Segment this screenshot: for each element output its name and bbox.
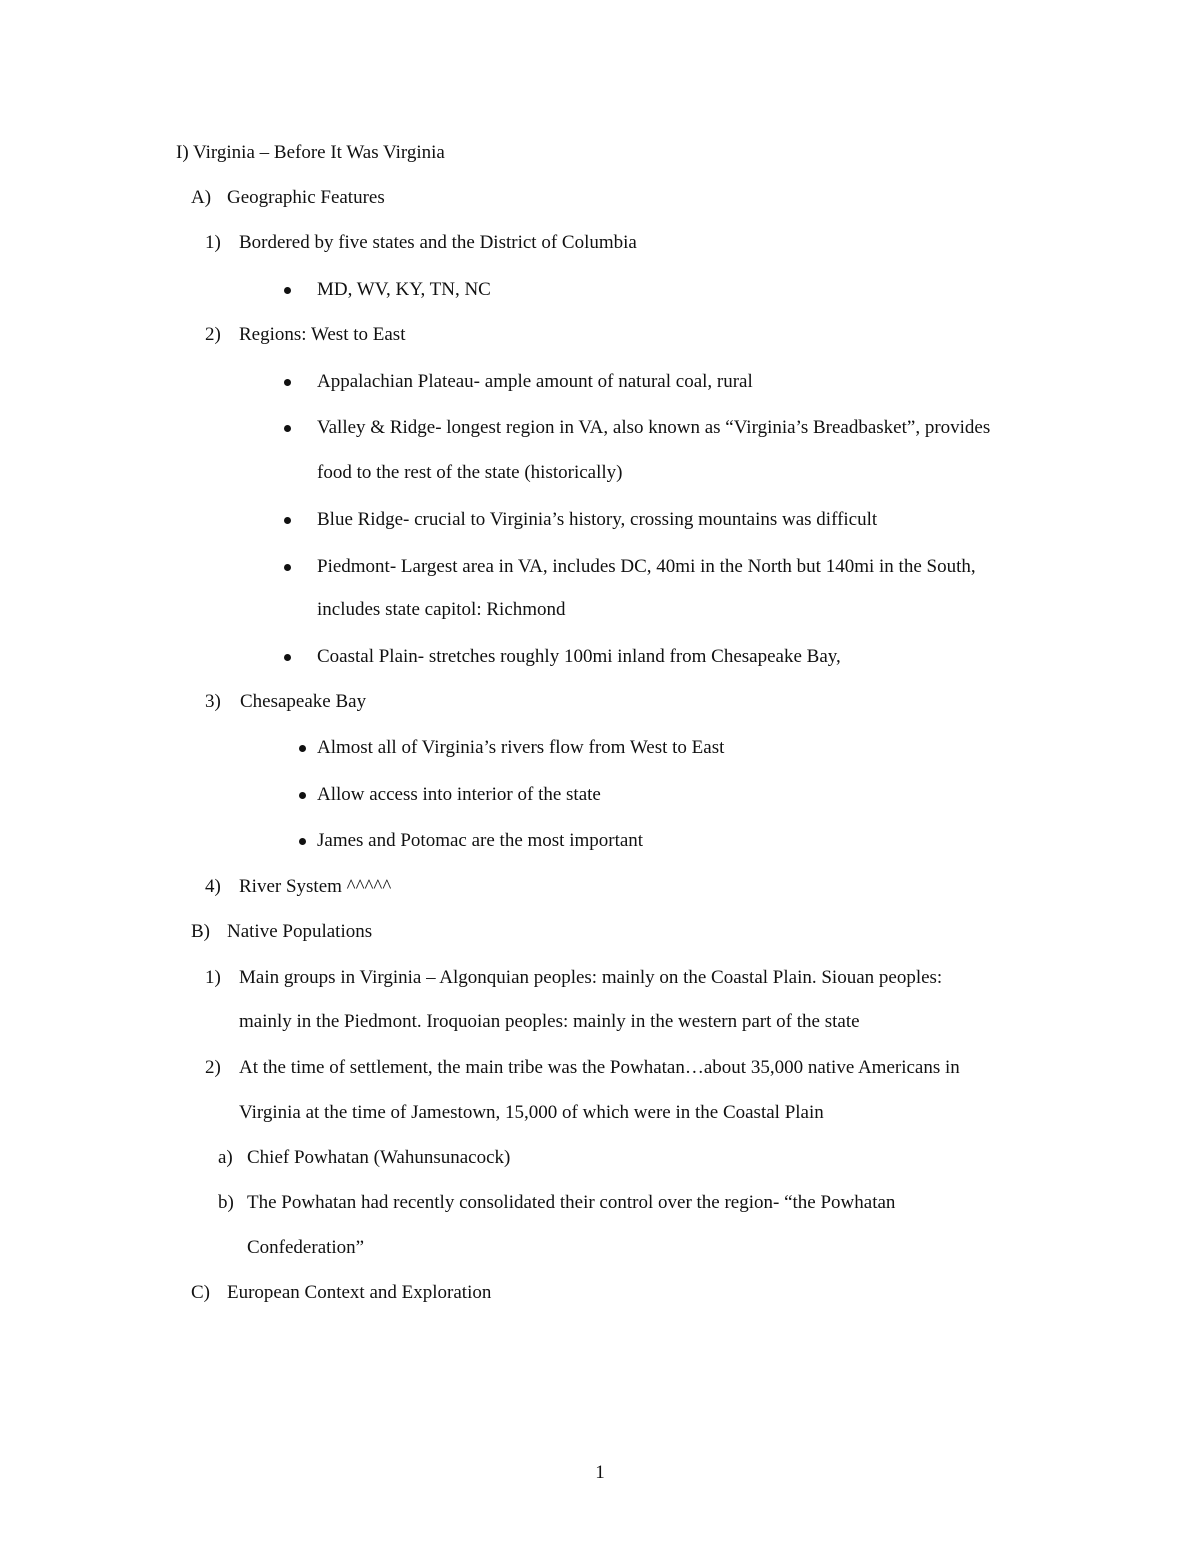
item-b1-text: Main groups in Virginia – Algonquian peoples: mainly on the Coastal Plain. Siouan peoples: [239,967,943,988]
section-b-heading: Native Populations [227,921,373,942]
bullet-dot [299,745,306,752]
item-b1-marker: 1) [205,967,221,988]
section-a-marker: A) [191,187,212,208]
list-item: Almost all of Virginia’s rivers flow from West to East [317,737,725,758]
item-a2-text: Regions: West to East [239,324,406,345]
item-a1-marker: 1) [205,232,221,253]
item-a3-text: Chesapeake Bay [240,691,367,712]
section-c-marker: C) [191,1282,210,1303]
page-number: 1 [595,1462,605,1483]
list-item: Allow access into interior of the state [317,784,601,805]
item-a4-text: River System ^^^^^ [239,876,392,897]
list-item: Blue Ridge- crucial to Virginia’s history, crossing mountains was difficult [317,509,878,530]
item-a4-marker: 4) [205,876,221,897]
list-item: MD, WV, KY, TN, NC [317,279,491,300]
sub-item-a-marker: a) [218,1147,233,1168]
bullet-dot [299,838,306,845]
list-item-continuation: food to the rest of the state (historically) [317,462,623,483]
item-a1-text: Bordered by five states and the District of Columbia [239,232,637,253]
list-item: Coastal Plain- stretches roughly 100mi inland from Chesapeake Bay, [317,646,841,667]
item-b2-text-continuation: Virginia at the time of Jamestown, 15,000 of which were in the Coastal Plain [239,1102,824,1123]
bullet-dot [284,564,291,571]
sub-item-b-text-continuation: Confederation” [247,1237,365,1258]
bullet-dot [284,425,291,432]
item-b2-marker: 2) [205,1057,221,1078]
list-item: Appalachian Plateau- ample amount of natural coal, rural [317,371,753,392]
section-b-marker: B) [191,921,210,942]
list-item: Piedmont- Largest area in VA, includes DC, 40mi in the North but 140mi in the South, [317,556,976,577]
bullet-dot [284,379,291,386]
item-a2-marker: 2) [205,324,221,345]
bullet-dot [284,654,291,661]
bullet-dot [284,287,291,294]
list-item: Valley & Ridge- longest region in VA, also known as “Virginia’s Breadbasket”, provides [317,417,991,438]
item-a3-marker: 3) [205,691,221,712]
bullet-dot [299,792,306,799]
list-item: James and Potomac are the most important [317,830,644,851]
sub-item-a-text: Chief Powhatan (Wahunsunacock) [247,1147,511,1168]
item-b2-text: At the time of settlement, the main tribe was the Powhatan…about 35,000 native Americans in [239,1057,960,1078]
sub-item-b-text: The Powhatan had recently consolidated their control over the region- “the Powhatan [247,1192,896,1213]
item-b1-text-continuation: mainly in the Piedmont. Iroquoian peoples: mainly in the western part of the state [239,1011,860,1032]
section-c-heading: European Context and Exploration [227,1282,492,1303]
bullet-dot [284,517,291,524]
outline-title: I) Virginia – Before It Was Virginia [176,142,445,163]
list-item-continuation: includes state capitol: Richmond [317,599,566,620]
section-a-heading: Geographic Features [227,187,385,208]
sub-item-b-marker: b) [218,1192,234,1213]
